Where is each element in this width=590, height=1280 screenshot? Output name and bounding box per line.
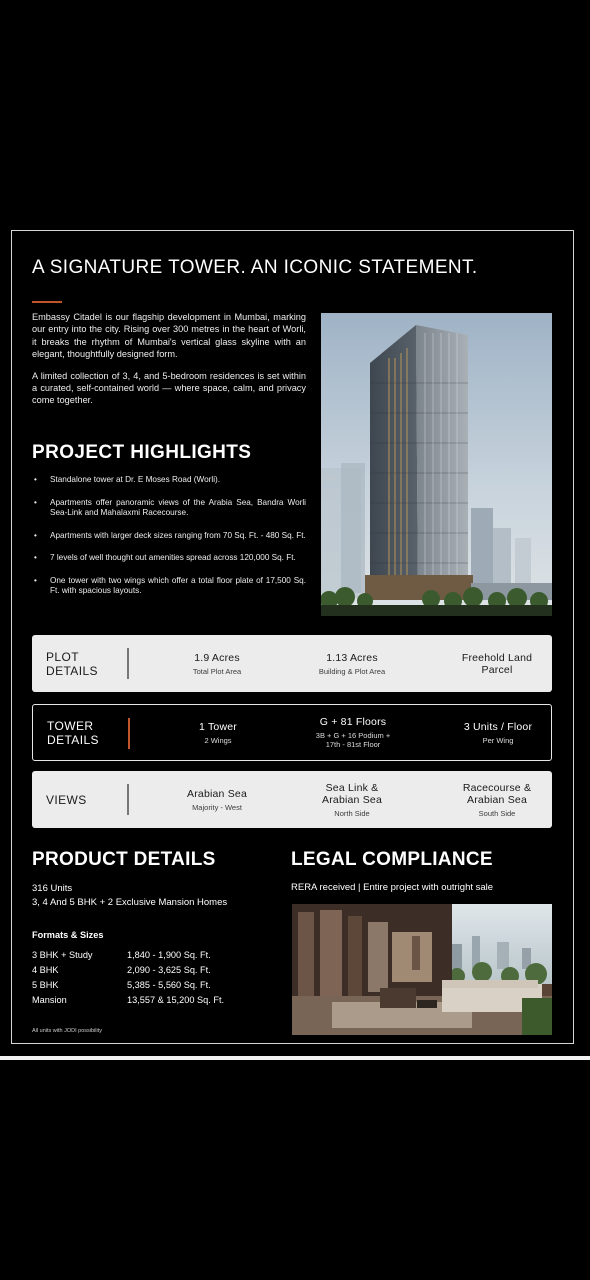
floors-caption-line-1: 3B + G + 16 Podium + — [315, 731, 391, 740]
plot-area-value: 1.9 Acres — [194, 651, 240, 664]
page-bottom-rule — [0, 1056, 590, 1060]
tower-details-label — [47, 705, 99, 760]
highlight-item: • Standalone tower at Dr. E Moses Road (Worli). — [32, 475, 306, 486]
unit-count: 316 Units — [32, 883, 73, 894]
view-south-cell — [427, 771, 567, 828]
plot-label-line-1: PLOT — [46, 649, 79, 664]
brochure-page — [11, 230, 574, 1044]
view-north-caption: North Side — [334, 808, 370, 818]
format-size: 5,385 - 5,560 Sq. Ft. — [127, 980, 211, 990]
format-type: 4 BHK — [32, 965, 59, 975]
footnote: All units with JODI possibility — [32, 1028, 102, 1034]
format-row — [32, 978, 224, 993]
building-area-cell — [282, 635, 422, 692]
land-tenure-cell — [427, 635, 567, 692]
highlights-list — [32, 475, 306, 609]
view-south-caption: South Side — [478, 808, 516, 818]
product-summary — [32, 882, 227, 910]
intro-text — [32, 311, 306, 416]
highlights-title: PROJECT HIGHLIGHTS — [32, 442, 252, 463]
tower-label-line-2: DETAILS — [47, 732, 99, 747]
intro-paragraph-1: Embassy Citadel is our flagship development in Mumbai, marking our entry into the city. Rising over 300 metres in the heart of Worli, it breaks the rhythm of Mumbai's vertical glass skyline with an elegant, thoughtfully designed form. — [32, 312, 306, 360]
views-label — [46, 771, 87, 828]
building-area-caption: Building & Plot Area — [318, 666, 386, 676]
format-type: 3 BHK + Study — [32, 950, 93, 960]
tower-rendering-image — [321, 313, 552, 616]
unit-configurations: 3, 4 And 5 BHK + 2 Exclusive Mansion Homes — [32, 897, 228, 908]
legal-compliance-text: RERA received | Entire project with outright sale — [291, 882, 494, 893]
format-type: 5 BHK — [32, 980, 59, 990]
tower-count-value: 1 Tower — [199, 720, 237, 733]
units-per-floor-caption: Per Wing — [482, 735, 514, 745]
plot-details-band — [32, 635, 552, 692]
view-west-value: Arabian Sea — [187, 787, 247, 800]
accent-rule — [32, 301, 62, 303]
floors-caption-line-2: 17th - 81st Floor — [325, 740, 381, 749]
floors-value: G + 81 Floors — [319, 716, 387, 728]
view-south-line-2: Arabian Sea — [467, 793, 527, 806]
highlight-item: • 7 levels of well thought out amenities spread across 120,000 Sq. Ft. — [32, 553, 306, 564]
format-row — [32, 948, 224, 963]
formats-table — [32, 948, 224, 1008]
views-band — [32, 771, 552, 828]
highlight-item: • Apartments with larger deck sizes ranging from 70 Sq. Ft. - 480 Sq. Ft. — [32, 531, 306, 542]
floors-cell — [283, 705, 423, 760]
land-tenure-line-2: Parcel — [481, 663, 513, 676]
land-tenure-line-1: Freehold Land — [461, 651, 533, 664]
format-row — [32, 993, 224, 1008]
view-west-caption: Majority - West — [192, 802, 242, 812]
highlight-item: • Apartments offer panoramic views of the Arabia Sea, Bandra Worli Sea-Link and Mahalaxmi Racecourse. — [32, 498, 306, 519]
format-size: 1,840 - 1,900 Sq. Ft. — [127, 950, 211, 960]
band-divider — [127, 648, 129, 679]
plot-area-cell — [147, 635, 287, 692]
units-per-floor-cell — [428, 705, 568, 760]
legal-compliance-title: LEGAL COMPLIANCE — [291, 849, 493, 870]
plot-label-line-2: DETAILS — [46, 663, 98, 678]
product-details-title: PRODUCT DETAILS — [32, 849, 216, 870]
building-area-value: 1.13 Acres — [326, 651, 378, 664]
tower-details-band — [32, 704, 552, 761]
plot-area-caption: Total Plot Area — [192, 666, 242, 676]
highlight-item: • One tower with two wings which offer a total floor plate of 17,500 Sq. Ft. with spacious layouts. — [32, 576, 306, 597]
view-south-line-1: Racecourse & — [462, 781, 532, 794]
formats-heading: Formats & Sizes — [32, 930, 104, 940]
views-label-text: VIEWS — [46, 792, 87, 807]
intro-paragraph-2: A limited collection of 3, 4, and 5-bedroom residences is set within a curated, self-contained world — where space, calm, and privacy come together. — [32, 370, 306, 406]
format-size: 13,557 & 15,200 Sq. Ft. — [127, 995, 225, 1005]
view-north-line-2: Arabian Sea — [322, 793, 382, 806]
view-west-cell — [147, 771, 287, 828]
page-title: A SIGNATURE TOWER. AN ICONIC STATEMENT. — [32, 257, 478, 278]
view-north-cell — [282, 771, 422, 828]
tower-count-caption: 2 Wings — [204, 735, 232, 745]
format-row — [32, 963, 224, 978]
format-type: Mansion — [32, 995, 67, 1005]
band-divider — [127, 784, 129, 815]
band-divider — [128, 718, 130, 749]
interior-living-room-image — [292, 904, 552, 1035]
plot-details-label — [46, 635, 98, 692]
view-north-line-1: Sea Link & — [325, 781, 379, 794]
units-per-floor-value: 3 Units / Floor — [463, 720, 533, 733]
tower-count-cell — [148, 705, 288, 760]
tower-label-line-1: TOWER — [47, 718, 94, 733]
format-size: 2,090 - 3,625 Sq. Ft. — [127, 965, 211, 975]
